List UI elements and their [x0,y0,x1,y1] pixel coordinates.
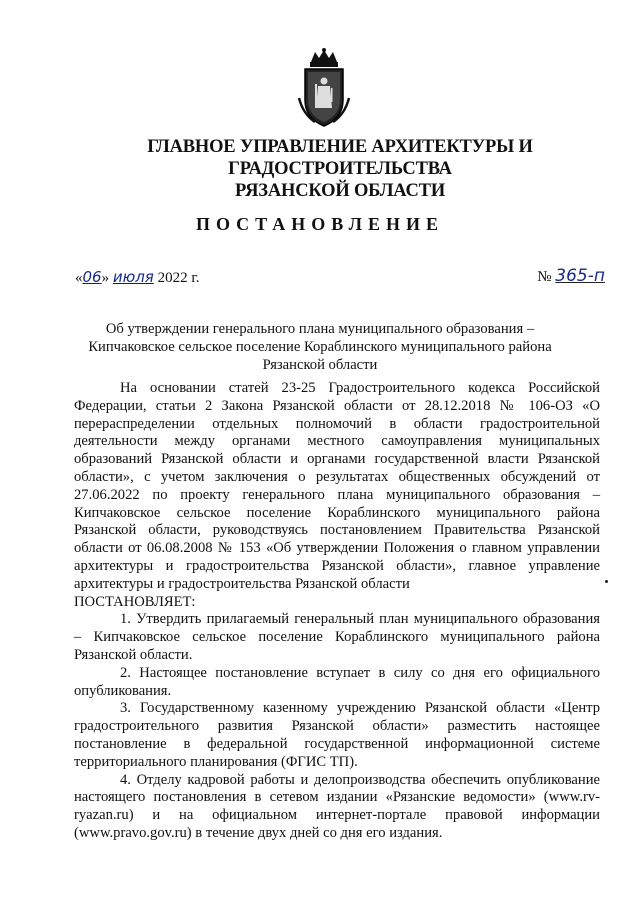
item-2-paragraph: 2. Настоящее постановление вступает в силу со дня его официального опубликования. [74,664,600,699]
item-4-paragraph: 4. Отделу кадровой работы и делопроизводства обеспечить опубликование настоящего постановления в сетевом издании «Рязанские ведомости» (www.rv-ryazan.ru) и на официальном интернет-портале правовой информации (www.pravo.gov.ru) в течение двух дней со дня его издания. [74,771,600,841]
subject-line-1: Об утверждении генерального плана муниципального образования – [105,321,535,337]
number-value: 365-п [555,266,605,286]
document-subject [80,320,560,374]
document-date [75,268,200,287]
item-3-paragraph: 3. Государственному казенному учреждению Рязанской области «Центр градостроительного развития Рязанской области» разместить настоящее постановление в федеральной государственной информационной системе территориального планирования (ФГИС ТП). [74,700,600,770]
subject-line-3: Рязанской области [262,357,378,373]
number-prefix: № [537,269,552,285]
organization-line-1: ГЛАВНОЕ УПРАВЛЕНИЕ АРХИТЕКТУРЫ И ГРАДОСТРОИТЕЛЬСТВА [147,137,533,179]
organization-name [60,136,620,202]
date-year: 2022 г. [157,270,200,286]
date-open-quote: « [75,270,83,286]
date-number-line [75,266,605,290]
resolves-heading: ПОСТАНОВЛЯЕТ: [74,593,196,610]
scan-speck [605,580,608,583]
document-body [74,380,600,843]
subject-line-2: Кипчаковское сельское поселение Кораблинского муниципального района [88,339,552,355]
date-day: 06 [82,268,102,286]
date-month: июля [112,268,154,286]
organization-line-2: РЯЗАНСКОЙ ОБЛАСТИ [234,181,446,201]
item-1-paragraph: 1. Утвердить прилагаемый генеральный план муниципального образования – Кипчаковское сельское поселение Кораблинского муниципального района Рязанской области. [74,611,600,663]
preamble-paragraph: На основании статей 23-25 Градостроительного кодекса Российской Федерации, статьи 2 Закона Рязанской области от 28.12.2018 № 106-ОЗ «О перераспределении отдельных полномочий в области градостроительной деятельности между органами местного самоуправления муниципальных образований Рязанской области и органами государственной власти Рязанской области», с учетом заключения о результатах общественных обсуждений от 27.06.2022 по проекту генерального плана муниципального образования – Кипчаковское сельское поселение Кораблинского муниципального района Рязанской области, руководствуясь постановлением Правительства Рязанской области от 06.08.2008 № 153 «Об утверждении Положения о главном управлении архитектуры и градостроительства Рязанской области», главное управление архитектуры и градостроительства Рязанской области [74,380,600,592]
coat-of-arms-icon [293,48,355,130]
date-close-quote: » [101,270,110,286]
document-number [537,266,605,286]
document-type-title: ПОСТАНОВЛЕНИЕ [195,214,445,234]
